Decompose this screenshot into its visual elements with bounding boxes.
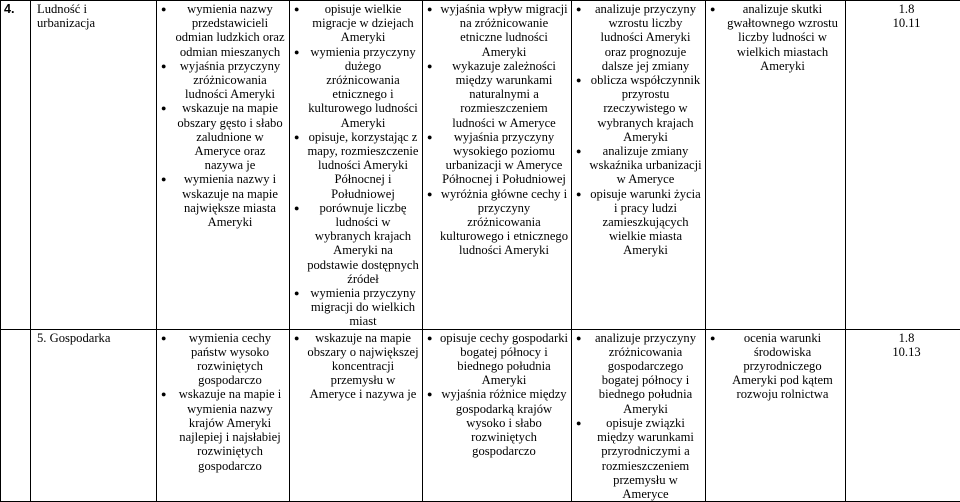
topic-line: urbanizacja [37, 16, 153, 30]
requirements-cell [423, 1, 572, 330]
list-item: ● wskazuje na mapie i wymienia nazwy krajów Ameryki najlepiej i najsłabiej rozwiniętych gospodarczo [174, 387, 286, 472]
list-item: ● wykazuje zależności między warunkami naturalnymi a rozmieszczeniem ludności w Ameryce [440, 59, 568, 130]
topic-cell [31, 1, 157, 330]
list-item: ● wymienia przyczyny dużego zróżnicowania etnicznego i kulturowego ludności Ameryki [307, 45, 419, 130]
requirements-cell [157, 329, 290, 501]
topic-line: 5. Gospodarka [37, 331, 153, 345]
requirements-cell [572, 1, 706, 330]
row-number [1, 329, 31, 501]
list-item: ● wymienia nazwy przedstawicieli odmian ludzkich oraz odmian mieszanych [174, 2, 286, 59]
list-item: ● wymienia cechy państw wysoko rozwiniętych gospodarczo [174, 331, 286, 388]
list-item: ● oblicza współczynnik przyrostu rzeczywistego w wybranych krajach Ameryki [589, 73, 702, 144]
list-item: ● opisuje związki między warunkami przyrodniczymi a rozmieszczeniem przemysłu w Ameryce [589, 416, 702, 501]
list-item: ● analizuje skutki gwałtownego wzrostu liczby ludności w wielkich miastach Ameryki [723, 2, 842, 73]
requirements-cell [290, 329, 423, 501]
curriculum-codes [846, 329, 960, 501]
list-item: ● opisuje cechy gospodarki bogatej północy i biednego południa Ameryki [440, 331, 568, 388]
list-item: ● wymienia nazwy i wskazuje na mapie największe miasta Ameryki [174, 172, 286, 229]
list-item: ● opisuje wielkie migracje w dziejach Ameryki [307, 2, 419, 45]
topic-line: Ludność i [37, 2, 153, 16]
list-item: ● wymienia przyczyny migracji do wielkich miast [307, 286, 419, 329]
list-item: ● wskazuje na mapie obszary o największej koncentracji przemysłu w Ameryce i nazywa je [307, 331, 419, 402]
list-item: ● opisuje warunki życia i pracy ludzi zamieszkujących wielkie miasta Ameryki [589, 187, 702, 258]
row-number: 4. [1, 1, 31, 330]
topic-cell [31, 329, 157, 501]
requirements-cell [706, 1, 846, 330]
list-item: ● analizuje zmiany wskaźnika urbanizacji w Ameryce [589, 144, 702, 187]
list-item: ● wyjaśnia przyczyny zróżnicowania ludności Ameryki [174, 59, 286, 102]
table-row [1, 329, 960, 501]
list-item: ● wyjaśnia przyczyny wysokiego poziomu urbanizacji w Ameryce Północnej i Południowej [440, 130, 568, 187]
code: 10.11 [856, 16, 957, 30]
list-item: ● analizuje przyczyny zróżnicowania gospodarczego bogatej północy i biednego południa Ameryki [589, 331, 702, 416]
list-item: ● opisuje, korzystając z mapy, rozmieszczenie ludności Ameryki Północnej i Południowej [307, 130, 419, 201]
requirements-cell [706, 329, 846, 501]
code: 1.8 [856, 331, 957, 345]
code: 10.13 [856, 345, 957, 359]
list-item: ● wskazuje na mapie obszary gęsto i słabo zaludnione w Ameryce oraz nazywa je [174, 101, 286, 172]
requirements-cell [423, 329, 572, 501]
list-item: ● ocenia warunki środowiska przyrodniczego Ameryki pod kątem rozwoju rolnictwa [723, 331, 842, 402]
list-item: ● wyróżnia główne cechy i przyczyny zróżnicowania kulturowego i etnicznego ludności Ameryki [440, 187, 568, 258]
list-item: ● porównuje liczbę ludności w wybranych krajach Ameryki na podstawie dostępnych źródeł [307, 201, 419, 286]
list-item: ● wyjaśnia różnice między gospodarką krajów wysoko i słabo rozwiniętych gospodarczo [440, 387, 568, 458]
table-row [1, 1, 960, 330]
requirements-cell [290, 1, 423, 330]
code: 1.8 [856, 2, 957, 16]
curriculum-codes [846, 1, 960, 330]
list-item: ● analizuje przyczyny wzrostu liczby ludności Ameryki oraz prognozuje dalsze jej zmiany [589, 2, 702, 73]
list-item: ● wyjaśnia wpływ migracji na zróżnicowanie etniczne ludności Ameryki [440, 2, 568, 59]
requirements-cell [157, 1, 290, 330]
requirements-cell [572, 329, 706, 501]
